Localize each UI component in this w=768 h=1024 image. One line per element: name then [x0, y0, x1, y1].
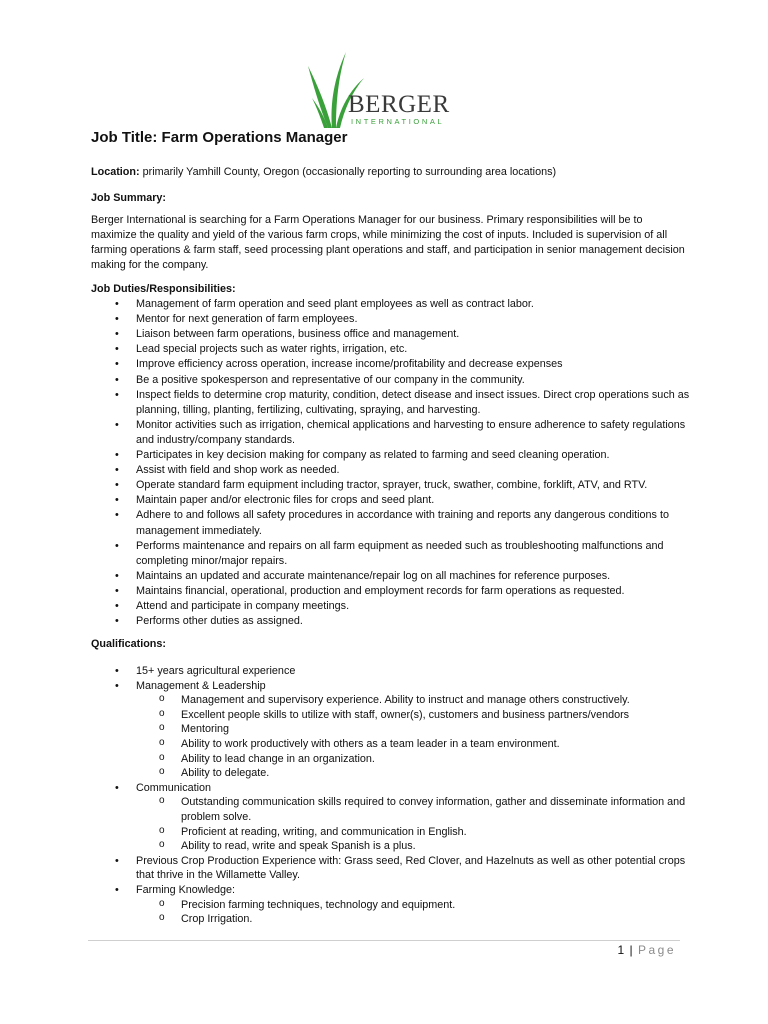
- list-item-label: Management & Leadership: [136, 679, 266, 692]
- list-item-label: Communication: [136, 781, 212, 794]
- qualifications-list: [91, 664, 691, 927]
- list-item: [91, 679, 691, 781]
- sub-list: [136, 898, 691, 927]
- list-item: • Management of farm operation and seed plant employees as well as contract labor.: [91, 297, 691, 312]
- list-item: • Operate standard farm equipment including tractor, sprayer, truck, swather, combine, forklift, ATV, and RTV.: [91, 478, 691, 493]
- list-item: • Maintain paper and/or electronic files for crops and seed plant.: [91, 493, 691, 508]
- sub-list-item: o Crop Irrigation.: [136, 912, 691, 927]
- list-item-label: Farming Knowledge:: [136, 883, 236, 896]
- list-item: • Participates in key decision making for company as related to farming and seed cleaning operation.: [91, 448, 691, 463]
- sub-list-item: o Management and supervisory experience. Ability to instruct and manage others constructively.: [136, 693, 691, 708]
- list-item: • Maintains an updated and accurate maintenance/repair log on all machines for reference purposes.: [91, 569, 691, 584]
- list-item: [91, 854, 691, 883]
- list-item: • Be a positive spokesperson and representative of our company in the community.: [91, 373, 691, 388]
- company-logo: [306, 48, 456, 130]
- sub-list-item: o Excellent people skills to utilize with staff, owner(s), customers and business partners/vendors: [136, 708, 691, 723]
- sub-list-item: o Precision farming techniques, technology and equipment.: [136, 898, 691, 913]
- qualifications-section: [91, 664, 691, 927]
- page-separator: |: [625, 943, 638, 957]
- list-item: [91, 781, 691, 854]
- location-label: Location:: [91, 166, 140, 178]
- list-item: • Maintains financial, operational, production and employment records for farm operations as requested.: [91, 584, 691, 599]
- duties-section: [91, 282, 691, 629]
- duties-heading: Job Duties/Responsibilities:: [91, 283, 236, 295]
- list-item: • Lead special projects such as water rights, irrigation, etc.: [91, 342, 691, 357]
- list-item: • Performs other duties as assigned.: [91, 614, 691, 629]
- sub-list: [136, 693, 691, 781]
- logo-wordmark: BERGER: [348, 91, 450, 118]
- list-item: [91, 664, 691, 679]
- footer-divider: [88, 940, 680, 941]
- sub-list-item: o Ability to lead change in an organization.: [136, 752, 691, 767]
- job-title: Job Title: Farm Operations Manager: [91, 129, 348, 146]
- list-item: • Attend and participate in company meetings.: [91, 599, 691, 614]
- list-item: • Liaison between farm operations, business office and management.: [91, 327, 691, 342]
- duties-list: [91, 297, 691, 629]
- page-label: Page: [637, 943, 676, 957]
- logo-subtitle: INTERNATIONAL: [351, 117, 445, 126]
- list-item: • Mentor for next generation of farm employees.: [91, 312, 691, 327]
- sub-list-item: o Ability to read, write and speak Spanish is a plus.: [136, 839, 691, 854]
- list-item: • Assist with field and shop work as needed.: [91, 463, 691, 478]
- sub-list-item: o Mentoring: [136, 722, 691, 737]
- list-item: • Monitor activities such as irrigation, chemical applications and harvesting to ensure adherence to safety regulations and industry/company standards.: [91, 418, 691, 448]
- sub-list-item: o Outstanding communication skills required to convey information, gather and disseminate information and problem solve.: [136, 795, 691, 824]
- list-item-label: 15+ years agricultural experience: [136, 665, 296, 677]
- sub-list: [136, 795, 691, 853]
- list-item: • Performs maintenance and repairs on all farm equipment as needed such as troubleshooting malfunctions and completing minor/major repairs.: [91, 539, 691, 569]
- list-item-label: Previous Crop Production Experience with: Grass seed, Red Clover, and Hazelnuts as well as other potential crops that thrive in the Willamette Valley.: [136, 854, 686, 882]
- page-number: 1: [617, 943, 626, 957]
- sub-list-item: o Proficient at reading, writing, and communication in English.: [136, 825, 691, 840]
- sub-list-item: o Ability to work productively with others as a team leader in a team environment.: [136, 737, 691, 752]
- list-item: • Adhere to and follows all safety procedures in accordance with training and reports any dangerous conditions to management immediately.: [91, 508, 691, 538]
- summary-heading: Job Summary:: [91, 192, 166, 204]
- page-footer: [617, 943, 676, 957]
- qualifications-heading: Qualifications:: [91, 638, 166, 650]
- list-item: • Improve efficiency across operation, increase income/profitability and decrease expenses: [91, 357, 691, 372]
- summary-text: Berger International is searching for a Farm Operations Manager for our business. Primary responsibilities will be to maximize the quality and yield of the various farm crops, while minimizing the cost of inputs. Included is supervision of all farming operations & farm staff, seed processing plant operations and staff, and participation in senior management decision making for the company.: [91, 214, 685, 271]
- list-item: [91, 883, 691, 927]
- sub-list-item: o Ability to delegate.: [136, 766, 691, 781]
- location-line: [91, 165, 691, 180]
- location-text: primarily Yamhill County, Oregon (occasionally reporting to surrounding area locations): [139, 166, 557, 178]
- list-item: • Inspect fields to determine crop maturity, condition, detect disease and insect issues. Direct crop operations such as planning, tilling, planting, fertilizing, cultivating, spraying, and harvesting.: [91, 388, 691, 418]
